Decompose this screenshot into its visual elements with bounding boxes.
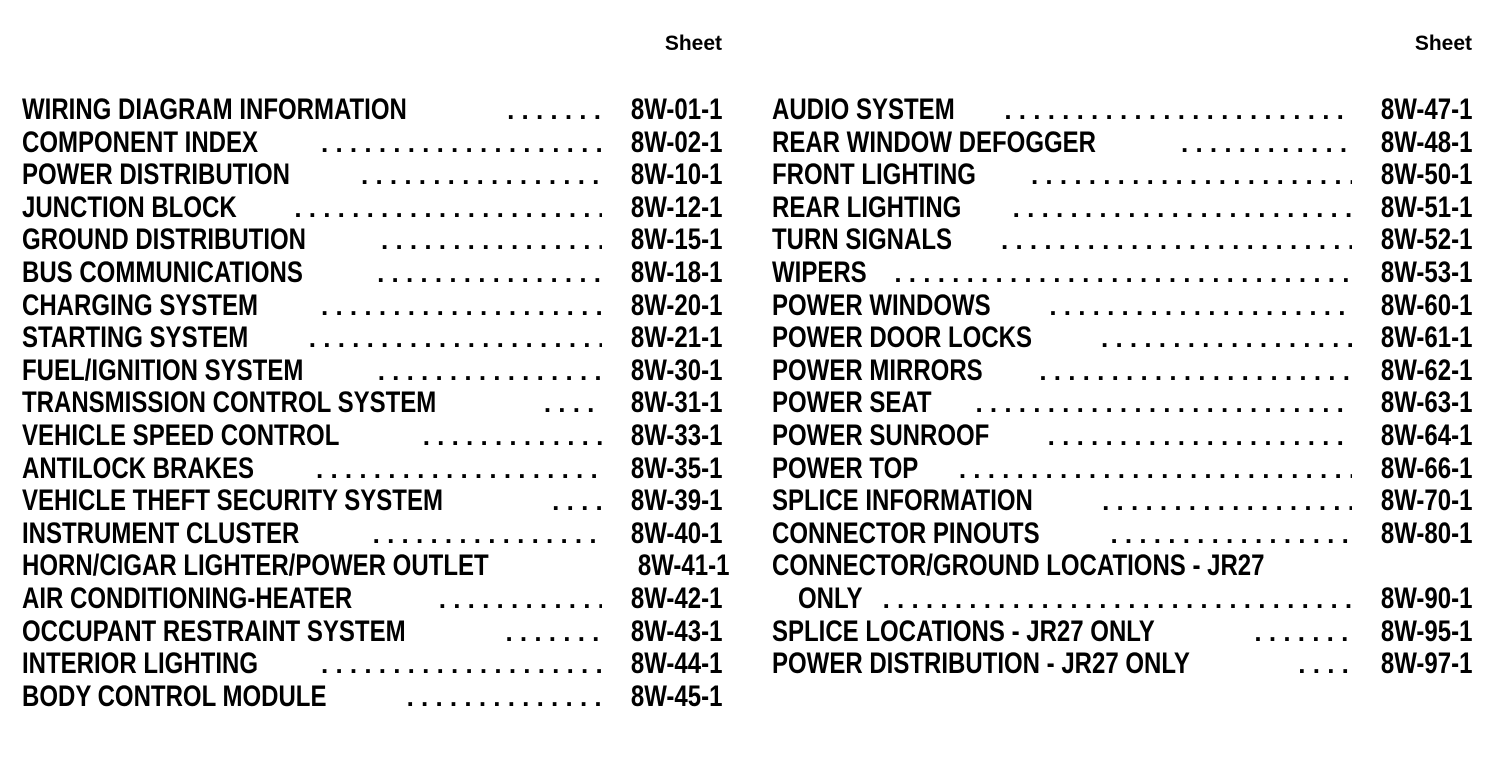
sheet-number: 8W-90-1 — [1380, 581, 1473, 615]
index-entry-title-wrap — [22, 616, 501, 649]
index-entry[interactable] — [22, 224, 722, 257]
sheet-number: 8W-66-1 — [1380, 451, 1473, 485]
index-entry-title-wrap — [22, 420, 419, 453]
index-entry-title-wrap — [772, 550, 1388, 583]
index-entry-title: INSTRUMENT CLUSTER — [22, 516, 300, 550]
dot-leader — [552, 485, 602, 518]
dot-leader — [381, 224, 602, 257]
index-entry-title: SPLICE LOCATIONS - JR27 ONLY — [772, 614, 1155, 648]
sheet-number-cell — [608, 290, 722, 323]
index-entry-title: POWER SEAT — [772, 386, 932, 420]
index-entry-title-wrap — [772, 387, 971, 420]
sheet-column-header: Sheet — [1414, 32, 1472, 55]
dot-leader — [1013, 192, 1352, 225]
index-entry-title: POWER SUNROOF — [772, 418, 990, 452]
sheet-number-cell — [608, 648, 722, 681]
sheet-number: 8W-48-1 — [1380, 125, 1473, 159]
index-entry[interactable] — [22, 159, 722, 192]
index-entry-title: POWER TOP — [772, 451, 919, 485]
sheet-number-cell — [1358, 616, 1472, 649]
sheet-number: 8W-80-1 — [1380, 516, 1473, 550]
sheet-number: 8W-61-1 — [1380, 321, 1473, 355]
index-entry-title-wrap — [772, 616, 1250, 649]
index-entry-title-wrap — [22, 127, 317, 160]
sheet-number: 8W-60-1 — [1380, 288, 1473, 322]
index-entry-title: POWER WINDOWS — [772, 288, 991, 322]
sheet-number-cell — [608, 127, 722, 160]
index-entry-title: VEHICLE SPEED CONTROL — [22, 418, 340, 452]
sheet-number-cell — [608, 94, 722, 127]
index-entry-title-wrap — [772, 257, 890, 290]
sheet-number: 8W-43-1 — [630, 614, 723, 648]
index-entry-title: ONLY — [798, 581, 863, 615]
sheet-number-cell — [608, 224, 722, 257]
dot-leader — [544, 387, 602, 420]
index-entry[interactable] — [772, 322, 1472, 355]
index-entry[interactable] — [22, 290, 722, 323]
index-entry[interactable] — [772, 257, 1472, 290]
dot-leader — [1110, 518, 1352, 551]
index-entry-title-wrap — [772, 420, 1044, 453]
index-entry[interactable] — [22, 355, 722, 388]
sheet-number-cell — [1358, 159, 1472, 192]
index-entry-title-wrap — [22, 648, 317, 681]
dot-leader — [377, 257, 602, 290]
sheet-number-cell — [608, 681, 722, 714]
dot-leader — [1254, 616, 1352, 649]
dot-leader — [321, 290, 602, 323]
index-entry[interactable] — [772, 94, 1472, 127]
index-entry-title: COMPONENT INDEX — [22, 125, 259, 159]
sheet-number: 8W-52-1 — [1380, 223, 1473, 257]
sheet-number: 8W-97-1 — [1380, 647, 1473, 681]
dot-leader — [507, 94, 602, 127]
dot-leader — [959, 453, 1352, 486]
sheet-number-cell — [1358, 583, 1472, 616]
index-entry-title: CHARGING SYSTEM — [22, 288, 259, 322]
index-entry-title: JUNCTION BLOCK — [22, 190, 237, 224]
index-entry-title-wrap — [22, 159, 357, 192]
sheet-number-cell — [1358, 94, 1472, 127]
sheet-number: 8W-31-1 — [630, 386, 723, 420]
index-entry-title: WIPERS — [772, 255, 867, 289]
sheet-number-cell — [608, 616, 722, 649]
index-entry-title: HORN/CIGAR LIGHTER/POWER OUTLET — [22, 549, 489, 583]
sheet-number-cell — [1358, 192, 1472, 225]
dot-leader — [1048, 420, 1352, 453]
index-list — [772, 94, 1472, 681]
index-entry-title-wrap — [22, 224, 377, 257]
sheet-number: 8W-47-1 — [1380, 93, 1473, 126]
index-entry-title-wrap — [22, 257, 373, 290]
dot-leader — [1001, 224, 1352, 257]
sheet-number-cell — [1358, 127, 1472, 160]
sheet-number-cell — [608, 322, 722, 355]
index-entry-title: INTERIOR LIGHTING — [22, 647, 258, 681]
index-entry[interactable] — [22, 387, 722, 420]
sheet-number: 8W-10-1 — [630, 158, 723, 192]
index-entry[interactable] — [772, 159, 1472, 192]
index-entry-title: CONNECTOR PINOUTS — [772, 516, 1040, 550]
index-entry[interactable] — [772, 127, 1472, 160]
sheet-number: 8W-50-1 — [1380, 158, 1473, 192]
index-entry-title-wrap — [22, 518, 369, 551]
index-entry-title: OCCUPANT RESTRAINT SYSTEM — [22, 614, 406, 648]
index-entry-title-wrap — [22, 355, 374, 388]
index-entry-title-wrap — [772, 518, 1106, 551]
index-entry[interactable] — [22, 549, 730, 583]
sheet-number: 8W-64-1 — [1380, 418, 1473, 452]
index-entry[interactable] — [772, 387, 1472, 420]
index-entry[interactable] — [772, 355, 1472, 388]
index-entry-title: WIRING DIAGRAM INFORMATION — [22, 93, 407, 126]
dot-leader — [321, 648, 602, 681]
dot-leader — [1101, 322, 1352, 355]
sheet-number-cell — [608, 420, 722, 453]
index-entry-title: BODY CONTROL MODULE — [22, 679, 327, 713]
index-entry-title-wrap — [772, 355, 1035, 388]
index-entry[interactable] — [772, 648, 1472, 681]
index-entry[interactable] — [22, 322, 722, 355]
index-entry-title-wrap — [22, 550, 605, 583]
sheet-number: 8W-51-1 — [1380, 190, 1473, 224]
index-entry[interactable] — [772, 290, 1472, 323]
sheet-number-cell — [1358, 322, 1472, 355]
index-entry-title: AUDIO SYSTEM — [772, 93, 955, 126]
sheet-number: 8W-63-1 — [1380, 386, 1473, 420]
index-entry-title-wrap — [772, 290, 1045, 323]
dot-leader — [505, 616, 602, 649]
index-entry-title: CONNECTOR/GROUND LOCATIONS - JR27 — [772, 549, 1265, 583]
index-entry-title-wrap — [22, 290, 317, 323]
index-entry-title: REAR LIGHTING — [772, 190, 962, 224]
sheet-number: 8W-12-1 — [630, 190, 723, 224]
sheet-number: 8W-18-1 — [630, 255, 723, 289]
sheet-number: 8W-33-1 — [630, 418, 723, 452]
index-entry[interactable] — [22, 648, 722, 681]
index-entry[interactable] — [772, 224, 1472, 257]
index-entry-title: SPLICE INFORMATION — [772, 484, 1033, 518]
index-entry-title: POWER DISTRIBUTION - JR27 ONLY — [772, 647, 1190, 681]
sheet-number-cell — [1358, 453, 1472, 486]
sheet-number: 8W-01-1 — [630, 93, 723, 126]
index-entry-title: GROUND DISTRIBUTION — [22, 223, 306, 257]
sheet-number-cell — [1398, 550, 1504, 583]
sheet-number: 8W-41-1 — [638, 549, 730, 583]
index-entry-title-wrap — [772, 192, 1009, 225]
index-entry[interactable] — [772, 485, 1472, 518]
index-entry-title-wrap — [772, 127, 1177, 160]
sheet-number-cell — [1358, 290, 1472, 323]
index-entry-title: POWER DISTRIBUTION — [22, 158, 290, 192]
sheet-number: 8W-70-1 — [1380, 484, 1473, 518]
index-entry-title-wrap — [22, 453, 312, 486]
index-entry[interactable] — [772, 583, 1472, 616]
index-entry[interactable] — [22, 192, 722, 225]
sheet-number-cell — [608, 518, 722, 551]
dot-leader — [309, 322, 602, 355]
dot-leader — [1049, 290, 1352, 323]
index-entry-title: POWER DOOR LOCKS — [772, 321, 1033, 355]
index-entry-title-wrap — [22, 94, 503, 127]
dot-leader — [1298, 648, 1352, 681]
index-entry[interactable] — [22, 257, 722, 290]
index-list — [22, 93, 730, 713]
sheet-number-cell — [608, 192, 722, 225]
sheet-number-cell — [1358, 224, 1472, 257]
index-entry-title-wrap — [772, 94, 1000, 127]
index-entry-title: FUEL/IGNITION SYSTEM — [22, 353, 304, 387]
sheet-number-cell — [1358, 387, 1472, 420]
index-entry[interactable] — [22, 485, 722, 518]
sheet-number-cell — [1358, 355, 1472, 388]
dot-leader — [294, 192, 602, 225]
index-entry-title-wrap — [22, 387, 540, 420]
sheet-number-cell — [1358, 485, 1472, 518]
sheet-number: 8W-15-1 — [630, 223, 723, 257]
sheet-number: 8W-02-1 — [630, 125, 723, 159]
index-entry-title-wrap — [772, 648, 1294, 681]
index-entry[interactable] — [22, 681, 722, 714]
index-entry-title-wrap — [772, 159, 1027, 192]
sheet-number: 8W-53-1 — [1380, 255, 1473, 289]
sheet-number: 8W-62-1 — [1380, 353, 1473, 387]
dot-leader — [316, 453, 602, 486]
index-entry-title: FRONT LIGHTING — [772, 158, 976, 192]
index-entry[interactable] — [22, 583, 722, 616]
sheet-number-cell — [608, 257, 722, 290]
index-entry-title-wrap — [772, 322, 1097, 355]
sheet-number-cell — [608, 485, 722, 518]
index-entry-title-wrap — [772, 224, 997, 257]
sheet-number-cell — [1358, 648, 1472, 681]
index-entry-title-wrap — [22, 583, 435, 616]
index-entry-title-wrap — [772, 583, 879, 616]
index-entry-title: VEHICLE THEFT SECURITY SYSTEM — [22, 484, 443, 518]
right-index-column — [772, 28, 1472, 681]
index-entry-title-wrap — [22, 192, 290, 225]
index-entry-title-wrap — [22, 681, 403, 714]
index-entry-title-wrap — [772, 485, 1098, 518]
index-entry[interactable] — [22, 127, 722, 160]
sheet-number-cell — [608, 387, 722, 420]
sheet-number: 8W-95-1 — [1380, 614, 1473, 648]
sheet-number: 8W-30-1 — [630, 353, 723, 387]
sheet-column-header: Sheet — [664, 32, 722, 55]
sheet-number-cell — [608, 355, 722, 388]
index-entry-title: TURN SIGNALS — [772, 223, 952, 257]
index-entry-title: ANTILOCK BRAKES — [22, 451, 254, 485]
index-entry[interactable] — [772, 550, 1472, 583]
sheet-number-cell — [608, 583, 722, 616]
sheet-number-cell — [1358, 257, 1472, 290]
index-entry-title: STARTING SYSTEM — [22, 321, 249, 355]
sheet-number: 8W-40-1 — [630, 516, 723, 550]
index-entry[interactable] — [22, 94, 722, 127]
sheet-number-cell — [615, 550, 729, 583]
index-entry[interactable] — [772, 420, 1472, 453]
sheet-number: 8W-45-1 — [630, 679, 723, 713]
sheet-number-cell — [608, 159, 722, 192]
dot-leader — [1039, 355, 1352, 388]
dot-leader — [1181, 127, 1352, 160]
index-entry-title: REAR WINDOW DEFOGGER — [772, 125, 1096, 159]
sheet-number: 8W-44-1 — [630, 647, 723, 681]
dot-leader — [1102, 485, 1352, 518]
dot-leader — [423, 420, 602, 453]
dot-leader — [1004, 94, 1352, 127]
sheet-number: 8W-20-1 — [630, 288, 723, 322]
dot-leader — [361, 159, 602, 192]
dot-leader — [407, 681, 602, 714]
index-entry[interactable] — [22, 616, 722, 649]
index-entry[interactable] — [772, 616, 1472, 649]
index-entry[interactable] — [772, 192, 1472, 225]
index-entry-title: AIR CONDITIONING-HEATER — [22, 581, 353, 615]
dot-leader — [883, 583, 1352, 616]
sheet-number: 8W-42-1 — [630, 581, 723, 615]
index-entry-title-wrap — [22, 485, 548, 518]
index-entry-title: TRANSMISSION CONTROL SYSTEM — [22, 386, 437, 420]
dot-leader — [975, 387, 1352, 420]
index-entry[interactable] — [22, 420, 722, 453]
index-entry[interactable] — [772, 518, 1472, 551]
dot-leader — [1031, 159, 1352, 192]
index-entry[interactable] — [22, 453, 722, 486]
dot-leader — [894, 257, 1352, 290]
left-index-column — [22, 28, 730, 713]
index-entry-title: POWER MIRRORS — [772, 353, 983, 387]
index-entry[interactable] — [772, 453, 1472, 486]
sheet-number: 8W-39-1 — [630, 484, 723, 518]
index-entry-title: BUS COMMUNICATIONS — [22, 255, 303, 289]
dot-leader — [373, 518, 602, 551]
dot-leader — [378, 355, 602, 388]
sheet-number-cell — [1358, 518, 1472, 551]
sheet-number-cell — [1358, 420, 1472, 453]
dot-leader — [439, 583, 602, 616]
sheet-number: 8W-21-1 — [630, 321, 723, 355]
index-entry-title-wrap — [772, 453, 955, 486]
dot-leader — [321, 127, 602, 160]
index-entry-title-wrap — [22, 322, 305, 355]
index-entry[interactable] — [22, 518, 722, 551]
sheet-number: 8W-35-1 — [630, 451, 723, 485]
sheet-number-cell — [608, 453, 722, 486]
